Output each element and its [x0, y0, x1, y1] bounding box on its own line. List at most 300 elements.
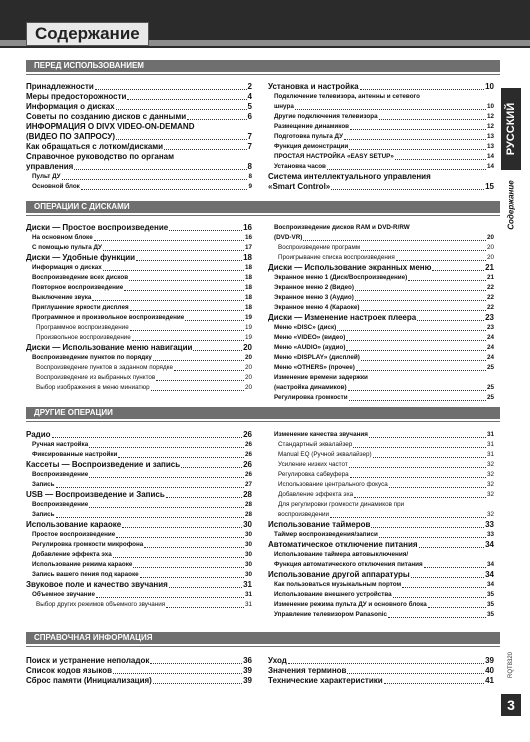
- toc-entry: [26, 480, 252, 490]
- toc-entry: [268, 460, 494, 470]
- toc-entry-page: 20: [244, 384, 252, 391]
- dot-leader: [348, 390, 486, 391]
- toc-entry: [268, 233, 494, 243]
- language-tab: [501, 88, 521, 170]
- toc-entry-title: Усиление низких частот: [278, 461, 348, 468]
- toc-entry-title: Использование режима караоке: [32, 561, 133, 568]
- dot-leader: [132, 340, 244, 341]
- toc-entry-title: Функция автоматического отключения питания: [274, 561, 423, 568]
- dot-leader: [151, 390, 244, 391]
- toc-entry: [26, 353, 252, 363]
- toc-entry: [26, 560, 252, 570]
- toc-entry-title: Информация о дисках: [26, 102, 115, 111]
- toc-entry: [26, 293, 252, 303]
- toc-entry-page: 30: [244, 551, 252, 558]
- toc-entry-title: Автоматическое отключение питания: [268, 540, 418, 549]
- toc-entry: [26, 82, 252, 92]
- dot-leader: [62, 179, 248, 180]
- toc-entry-page: 26: [243, 430, 252, 439]
- toc-entry-page: 36: [243, 656, 252, 665]
- toc-entry: [268, 172, 494, 182]
- dot-leader: [346, 350, 486, 351]
- toc-entry-page: 12: [486, 113, 494, 120]
- toc-before-left: [26, 82, 252, 192]
- dot-leader: [330, 517, 486, 518]
- toc-entry-page: 31: [244, 601, 252, 608]
- dot-leader: [89, 477, 244, 478]
- toc-entry-title: Запись: [32, 481, 55, 488]
- toc-entry-page: 32: [486, 511, 494, 518]
- toc-entry: [268, 263, 494, 273]
- section-heading-before: ПЕРЕД ИСПОЛЬЗОВАНИЕМ: [26, 60, 500, 72]
- toc-entry-title: управления: [26, 162, 74, 171]
- toc-entry-title: Установка часов: [274, 163, 326, 170]
- toc-entry: [26, 520, 252, 530]
- toc-entry-page: 32: [486, 461, 494, 468]
- toc-entry-page: 20: [244, 374, 252, 381]
- toc-entry-title: Manual EQ (Ручной эквалайзер): [278, 451, 372, 458]
- toc-entry: [268, 656, 494, 666]
- toc-entry: [268, 293, 494, 303]
- toc-entry-page: 33: [485, 520, 494, 529]
- toc-entry-title: Приглушение яркости дисплея: [32, 304, 129, 311]
- toc-entry-page: 16: [243, 223, 252, 232]
- toc-entry-page: 4: [247, 92, 252, 101]
- toc-entry-page: 7: [247, 132, 252, 141]
- dot-leader: [156, 380, 244, 381]
- toc-entry: [268, 570, 494, 580]
- toc-entry-title: Использование центрального фокуса: [278, 481, 388, 488]
- dot-leader: [150, 663, 242, 664]
- toc-entry: [268, 142, 494, 152]
- dot-leader: [103, 270, 244, 271]
- dot-leader: [94, 240, 244, 241]
- dot-leader: [103, 250, 244, 251]
- toc-entry-title: Экранное меню 4 (Караоке): [274, 304, 360, 311]
- toc-entry-page: 18: [244, 294, 252, 301]
- dot-leader: [349, 467, 486, 468]
- dot-leader: [153, 360, 244, 361]
- toc-entry-title: Программное и произвольное воспроизведение: [32, 314, 185, 321]
- toc-entry-title: Фиксированные настройки: [32, 451, 118, 458]
- dot-leader: [89, 507, 244, 508]
- toc-entry: [268, 666, 494, 676]
- dot-leader: [384, 683, 484, 684]
- toc-entry-page: 28: [244, 511, 252, 518]
- toc-entry-page: 7: [247, 142, 252, 151]
- toc-entry: [268, 470, 494, 480]
- toc-entry: [268, 152, 494, 162]
- toc-entry-title: Таймер воспроизведения/записи: [274, 531, 378, 538]
- toc-entry: [26, 540, 252, 550]
- dot-leader: [411, 577, 484, 578]
- toc-entry: [26, 450, 252, 460]
- dot-leader: [354, 497, 486, 498]
- toc-entry-title: Использование другой аппаратуры: [268, 570, 410, 579]
- toc-entry-page: 26: [244, 471, 252, 478]
- toc-entry-title: Принадлежности: [26, 82, 94, 91]
- toc-entry: [26, 363, 252, 373]
- toc-entry-title: Диски — Простое воспроизведение: [26, 223, 169, 232]
- toc-entry-title: Регулировка сабвуфера: [278, 471, 349, 478]
- toc-entry-page: 19: [244, 334, 252, 341]
- toc-entry-page: 23: [485, 313, 494, 322]
- dot-leader: [181, 467, 242, 468]
- toc-entry: [26, 253, 252, 263]
- toc-entry-title: Поиск и устранение неполадок: [26, 656, 150, 665]
- toc-entry-page: 30: [243, 520, 252, 529]
- dot-leader: [116, 139, 246, 140]
- toc-entry-page: 22: [486, 294, 494, 301]
- toc-entry-title: Кассеты — Воспроизведение и запись: [26, 460, 181, 469]
- toc-entry: [268, 162, 494, 172]
- toc-entry-title: Воспроизведение пунктов по порядку: [32, 354, 152, 361]
- toc-entry: [268, 560, 494, 570]
- toc-entry: [268, 610, 494, 620]
- toc-entry: [268, 590, 494, 600]
- dot-leader: [153, 683, 242, 684]
- toc-entry: [268, 500, 494, 510]
- toc-entry-page: 9: [248, 183, 252, 190]
- toc-entry-title: Меры предосторожности: [26, 92, 127, 101]
- toc-entry-page: 25: [486, 364, 494, 371]
- toc-entry: [26, 440, 252, 450]
- toc-entry-page: 21: [485, 263, 494, 272]
- toc-entry: [26, 102, 252, 112]
- dot-leader: [337, 330, 486, 331]
- toc-entry: [26, 233, 252, 243]
- toc-entry: [26, 223, 252, 233]
- toc-entry-page: 18: [244, 304, 252, 311]
- toc-entry-page: 20: [486, 234, 494, 241]
- toc-entry-page: 23: [486, 324, 494, 331]
- toc-entry-title: Воспроизведение: [32, 471, 89, 478]
- toc-entry: [268, 393, 494, 403]
- toc-discs-left: [26, 223, 252, 393]
- toc-entry-title: Повторное воспроизведение: [32, 284, 124, 291]
- toc-entry-title: Установка и настройка: [268, 82, 359, 91]
- toc-entry-page: 39: [243, 676, 252, 685]
- dot-leader: [344, 139, 486, 140]
- toc-entry-title: Значения терминов: [268, 666, 347, 675]
- dot-leader: [164, 149, 246, 150]
- dot-leader: [356, 370, 486, 371]
- toc-entry: [26, 152, 252, 162]
- toc-entry: [268, 363, 494, 373]
- dot-leader: [116, 537, 244, 538]
- toc-entry-page: 39: [485, 656, 494, 665]
- toc-entry: [26, 383, 252, 393]
- dot-leader: [140, 577, 244, 578]
- toc-entry: [26, 303, 252, 313]
- toc-entry: [26, 470, 252, 480]
- toc-entry: [268, 540, 494, 550]
- toc-entry-page: 34: [485, 540, 494, 549]
- dot-leader: [355, 300, 486, 301]
- toc-entry-title: Функция демонстрации: [274, 143, 349, 150]
- toc-entry: [268, 182, 494, 192]
- toc-entry: [26, 243, 252, 253]
- toc-entry-title: Система интеллектуального управления: [268, 172, 431, 181]
- toc-entry: [268, 353, 494, 363]
- toc-entry-title: Меню «DISPLAY» (дисплей): [274, 354, 360, 361]
- toc-entry-page: 8: [247, 162, 252, 171]
- dot-leader: [166, 497, 242, 498]
- toc-entry-page: 10: [486, 103, 494, 110]
- dot-leader: [193, 350, 242, 351]
- doc-code-text: RQT8320: [508, 651, 514, 679]
- toc-entry: [268, 450, 494, 460]
- dot-leader: [355, 290, 486, 291]
- toc-entry-page: 20: [244, 364, 252, 371]
- toc-reference-right: [268, 656, 494, 686]
- toc-entry-title: (ВИДЕО ПО ЗАПРОСУ): [26, 132, 116, 141]
- toc-entry-title: Воспроизведение: [32, 501, 89, 508]
- toc-entry: [268, 490, 494, 500]
- toc-entry-title: Справочное руководство по органам: [26, 152, 175, 161]
- toc-entry-title: Использование внешнего устройства: [274, 591, 392, 598]
- toc-entry: [268, 373, 494, 383]
- toc-entry-page: 20: [244, 354, 252, 361]
- toc-entry-page: 35: [486, 601, 494, 608]
- toc-entry-page: 18: [243, 253, 252, 262]
- toc-entry: [268, 600, 494, 610]
- toc-entry-page: 8: [248, 173, 252, 180]
- toc-entry: [26, 92, 252, 102]
- toc-entry: [268, 122, 494, 132]
- toc-entry-title: Регулировка громкости: [274, 394, 348, 401]
- toc-entry: [26, 460, 252, 470]
- dot-leader: [185, 320, 244, 321]
- page-title: Содержание: [26, 22, 149, 46]
- toc-entry: [26, 263, 252, 273]
- toc-entry-title: Запись вашего пения под караоке: [32, 571, 139, 578]
- toc-entry-page: 30: [244, 571, 252, 578]
- toc-entry-title: С помощью пульта ДУ: [32, 244, 102, 251]
- dot-leader: [360, 89, 485, 90]
- toc-entry-title: Звуковое поле и качество звучания: [26, 580, 168, 589]
- toc-entry-page: 28: [244, 501, 252, 508]
- toc-before-right: [268, 82, 494, 192]
- toc-entry-title: Как пользоваться музыкальным портом: [274, 581, 402, 588]
- toc-entry: [268, 383, 494, 393]
- dot-leader: [130, 330, 244, 331]
- dot-leader: [303, 240, 486, 241]
- toc-entry: [268, 676, 494, 686]
- toc-entry-title: Сброс памяти (Инициализация): [26, 676, 152, 685]
- toc-reference-left: [26, 656, 252, 686]
- toc-entry: [26, 122, 252, 132]
- toc-entry-page: 30: [244, 541, 252, 548]
- toc-entry: [268, 520, 494, 530]
- toc-entry-page: 31: [486, 451, 494, 458]
- dot-leader: [174, 370, 244, 371]
- dot-leader: [169, 230, 242, 231]
- toc-entry-title: Подключение телевизора, антенны и сетевого: [274, 93, 420, 100]
- toc-entry: [26, 142, 252, 152]
- toc-entry-title: Выбор изображения в меню миниатюр: [36, 384, 150, 391]
- toc-entry: [26, 570, 252, 580]
- toc-entry-page: 12: [486, 123, 494, 130]
- toc-entry-page: 31: [243, 580, 252, 589]
- toc-entry: [26, 333, 252, 343]
- toc-entry: [26, 550, 252, 560]
- toc-entry-page: 26: [244, 451, 252, 458]
- toc-entry: [268, 580, 494, 590]
- toc-entry-page: 40: [485, 666, 494, 675]
- toc-entry: [268, 343, 494, 353]
- dot-leader: [379, 537, 486, 538]
- toc-entry-page: 25: [486, 384, 494, 391]
- toc-entry-title: Подготовка пульта ДУ: [274, 133, 343, 140]
- toc-entry: [26, 323, 252, 333]
- toc-entry-title: USB — Воспроизведение и Запись: [26, 490, 165, 499]
- toc-entry: [26, 313, 252, 323]
- toc-entry-title: Изменение режима пульта ДУ и основного блока: [274, 601, 427, 608]
- toc-discs-right: [268, 223, 494, 403]
- toc-entry-title: Произвольное воспроизведение: [36, 334, 131, 341]
- toc-entry-page: 24: [486, 344, 494, 351]
- dot-leader: [124, 290, 244, 291]
- toc-entry-title: Использование караоке: [26, 520, 122, 529]
- toc-entry: [26, 580, 252, 590]
- toc-entry-title: Добавление эффекта эха: [32, 551, 112, 558]
- toc-entry-page: 16: [244, 234, 252, 241]
- toc-entry-title: Технические характеристики: [268, 676, 383, 685]
- toc-entry-title: Простое воспроизведение: [32, 531, 116, 538]
- toc-entry: [268, 243, 494, 253]
- toc-entry-title: Диски — Удобные функции: [26, 253, 136, 262]
- toc-entry: [26, 182, 252, 192]
- toc-entry-title: Воспроизведение всех дисков: [32, 274, 129, 281]
- dot-leader: [428, 607, 486, 608]
- dot-leader: [347, 673, 484, 674]
- toc-entry-title: Размещение динамиков: [274, 123, 350, 130]
- toc-entry-title: Изменение времени задержки: [274, 374, 368, 381]
- toc-entry: [268, 283, 494, 293]
- dot-leader: [371, 527, 484, 528]
- dot-leader: [331, 189, 484, 190]
- toc-entry: [26, 112, 252, 122]
- toc-entry: [268, 333, 494, 343]
- toc-entry: [268, 510, 494, 520]
- toc-entry: [268, 313, 494, 323]
- toc-entry: [26, 172, 252, 182]
- toc-entry: [26, 500, 252, 510]
- toc-entry: [268, 92, 494, 102]
- toc-entry-page: 2: [247, 82, 252, 91]
- toc-entry: [268, 550, 494, 560]
- toc-entry-title: Использование таймера автовыключения/: [274, 551, 409, 558]
- dot-leader: [127, 99, 246, 100]
- dot-leader: [419, 547, 485, 548]
- dot-leader: [388, 617, 486, 618]
- toc-entry-title: «Smart Control»: [268, 182, 331, 191]
- dot-leader: [361, 310, 486, 311]
- toc-entry-title: Управление телевизором Panasonic: [274, 611, 388, 618]
- toc-entry-title: Экранное меню 1 (Диск/Воспроизведение): [274, 274, 408, 281]
- dot-leader: [113, 673, 242, 674]
- toc-entry-title: Объемное звучание: [32, 591, 95, 598]
- toc-entry: [268, 430, 494, 440]
- toc-entry-page: 19: [244, 324, 252, 331]
- toc-entry-page: 15: [485, 182, 494, 191]
- toc-other-left: [26, 430, 252, 610]
- toc-entry: [26, 600, 252, 610]
- toc-entry: [26, 490, 252, 500]
- toc-entry-title: ИНФОРМАЦИЯ О DIVX VIDEO-ON-DEMAND: [26, 122, 195, 131]
- page-number: 3: [501, 694, 521, 716]
- toc-entry-page: 31: [244, 591, 252, 598]
- toc-entry-page: 6: [247, 112, 252, 121]
- toc-entry: [268, 323, 494, 333]
- toc-entry-page: 32: [486, 491, 494, 498]
- dot-leader: [133, 567, 244, 568]
- toc-entry-title: Диски — Использование меню навигации: [26, 343, 193, 352]
- toc-entry: [26, 676, 252, 686]
- toc-entry-page: 26: [244, 441, 252, 448]
- toc-entry-page: 14: [486, 163, 494, 170]
- toc-entry-title: Меню «VIDEO» (видео): [274, 334, 346, 341]
- toc-entry-title: Другие подключения телевизора: [274, 113, 378, 120]
- dot-leader: [136, 260, 242, 261]
- dot-leader: [169, 587, 242, 588]
- dot-leader: [187, 119, 246, 120]
- dot-leader: [346, 340, 486, 341]
- toc-entry: [26, 590, 252, 600]
- toc-other-right: [268, 430, 494, 620]
- dot-leader: [52, 437, 243, 438]
- toc-entry-title: Запись: [32, 511, 55, 518]
- toc-entry-page: 32: [486, 471, 494, 478]
- toc-entry: [26, 162, 252, 172]
- toc-entry-page: 25: [486, 394, 494, 401]
- toc-entry: [268, 82, 494, 92]
- toc-entry-title: Меню «OTHERS» (прочее): [274, 364, 355, 371]
- toc-entry: [268, 530, 494, 540]
- toc-entry-title: Основной блок: [32, 183, 80, 190]
- toc-entry-title: Советы по созданию дисков с данными: [26, 112, 187, 121]
- toc-entry: [268, 303, 494, 313]
- dot-leader: [432, 270, 484, 271]
- dot-leader: [295, 109, 486, 110]
- toc-entry: [268, 273, 494, 283]
- toc-entry-title: Воспроизведение пунктов в заданном порядке: [36, 364, 173, 371]
- toc-entry-title: Экранное меню 2 (Видео): [274, 284, 354, 291]
- toc-entry: [26, 656, 252, 666]
- dot-leader: [81, 189, 248, 190]
- toc-entry: [268, 253, 494, 263]
- dot-leader: [74, 169, 246, 170]
- toc-entry-title: Пульт ДУ: [32, 173, 61, 180]
- toc-entry: [26, 510, 252, 520]
- toc-entry-page: 30: [244, 531, 252, 538]
- toc-entry-page: 21: [486, 274, 494, 281]
- toc-entry-title: Экранное меню 3 (Аудио): [274, 294, 354, 301]
- toc-entry: [268, 132, 494, 142]
- toc-entry-title: Проигрывание списка воспроизведения: [278, 254, 395, 261]
- toc-entry-title: Уход: [268, 656, 287, 665]
- dot-leader: [350, 129, 486, 130]
- toc-entry-title: Добавление эффекта эха: [278, 491, 354, 498]
- dot-leader: [408, 280, 486, 281]
- dot-leader: [96, 597, 244, 598]
- toc-entry-page: 34: [486, 561, 494, 568]
- toc-entry-title: Диски — Использование экранных меню: [268, 263, 432, 272]
- toc-entry-title: Регулировка громкости микрофона: [32, 541, 144, 548]
- toc-entry-page: 31: [486, 431, 494, 438]
- toc-entry-page: 18: [244, 284, 252, 291]
